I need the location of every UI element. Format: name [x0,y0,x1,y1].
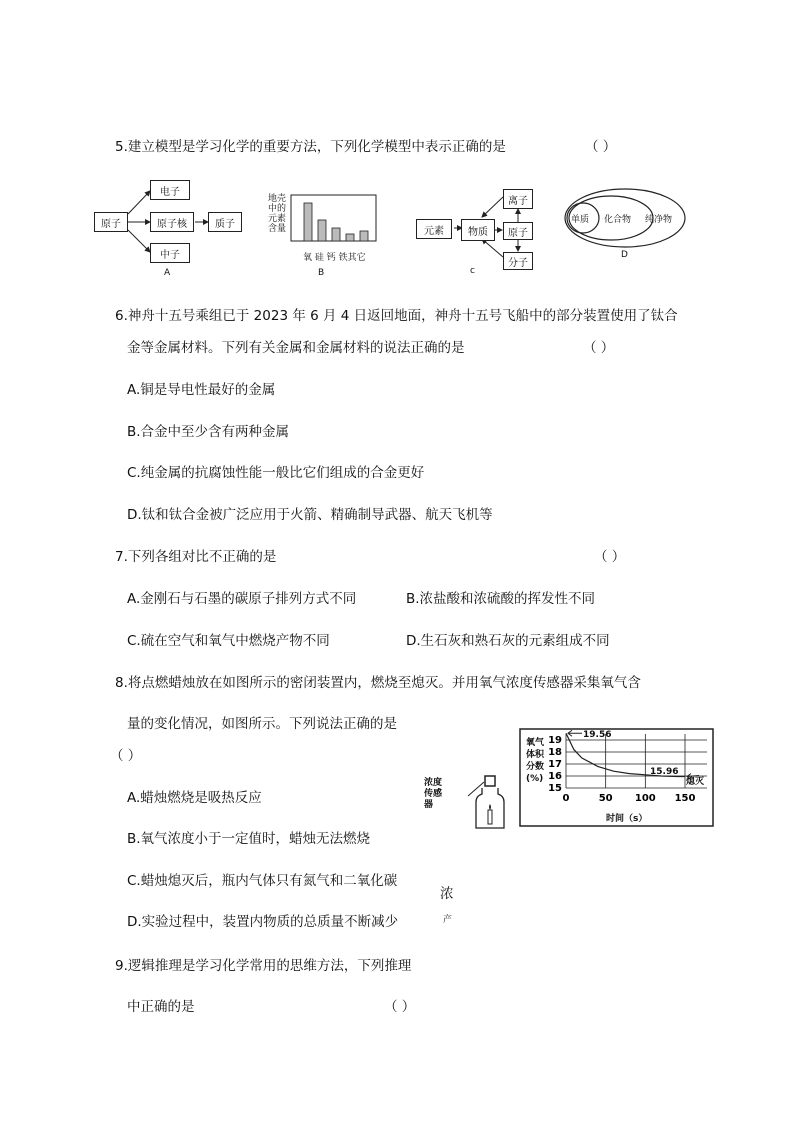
sealed-bottle-diagram [446,774,506,832]
chart-xtick-label: 150 [674,793,696,804]
chart-ylabel: 氧气 体积 分数 (%) [526,738,545,784]
chart-ytick-label: 16 [548,771,562,782]
chart-xtick-label: 100 [634,793,656,804]
model-c-element: 元素 [416,219,452,239]
model-d-compound: 化合物 [604,215,632,225]
q8-stem-line1: 8.将点燃蜡烛放在如图所示的密闭装置内，燃烧至熄灭。并用氧气浓度传感器采集氧气含 [115,675,641,691]
model-b-bar-chart [290,194,378,244]
q5-answer-paren: （ ） [585,139,617,155]
q7-option-d: D.生石灰和熟石灰的元素组成不同 [406,633,610,649]
chart-ytick-label: 19 [548,735,562,746]
model-b-label: B [318,268,325,278]
q6-option-a: A.铜是导电性最好的金属 [127,382,276,398]
q5-stem: 5.建立模型是学习化学的重要方法，下列化学模型中表示正确的是 [115,139,506,155]
q9-stem-line1: 9.逻辑推理是学习化学常用的思维方法，下列推理 [115,958,412,974]
q8-option-d: D.实验过程中，装置内物质的总质量不断减少 [127,914,399,930]
model-d-simple: 单质 [571,215,590,225]
chart-ytick-label: 15 [548,783,562,794]
q8-option-a: A.蜡烛燃烧是吸热反应 [127,790,262,806]
chart-xtick-label: 0 [562,793,570,804]
q7-option-a: A.金刚石与石墨的碳原子排列方式不同 [127,591,357,607]
chart-start-label: 19.56 [583,730,612,740]
q6-option-b: B.合金中至少含有两种金属 [127,424,290,440]
model-b-categories: 氧 硅 钙 铁其它 [303,253,366,263]
model-b-bar-other [360,231,368,241]
q8-option-b: B.氧气浓度小于一定值时，蜡烛无法燃烧 [127,831,371,847]
model-c-atom: 原子 [503,222,533,240]
q6-option-d: D.钛和钛合金被广泛应用于火箭、精确制导武器、航天飞机等 [127,507,493,523]
q7-option-b: B.浓盐酸和浓硫酸的挥发性不同 [406,591,596,607]
q8-stray-char-2: 产 [443,915,453,925]
q8-answer-paren: （ ） [110,748,142,764]
sensor-label: 浓度 传感 器 [424,778,443,810]
q7-answer-paren: （ ） [594,549,626,565]
q8-stem-line2: 量的变化情况，如图所示。下列说法正确的是 [127,716,397,732]
model-a-electron: 电子 [150,180,190,200]
model-b-bar-iron [346,234,354,241]
model-a-proton: 质子 [208,212,242,232]
q8-stray-char-1: 浓 [440,886,454,902]
chart-start-arrow [568,730,582,736]
chart-xlabel: 时间（s） [606,814,648,824]
model-b-bar-oxygen [304,203,312,241]
chart-xtick-label: 50 [598,793,613,804]
chart-end-label: 15.96 [650,767,679,777]
model-c-label: c [470,266,475,276]
q9-stem-line2: 中正确的是 [127,999,195,1015]
model-c-ion: 离子 [503,189,533,209]
chart-extinguish-label: 熄灭 [686,777,705,787]
q6-option-c: C.纯金属的抗腐蚀性能一般比它们组成的合金更好 [127,465,425,481]
chart-ytick-label: 17 [548,759,562,770]
model-a-neutron: 中子 [150,243,190,263]
q6-answer-paren: （ ） [583,340,615,356]
model-b-bar-calcium [332,228,340,241]
q7-option-c: C.硫在空气和氧气中燃烧产物不同 [127,633,330,649]
model-a-nucleus: 原子核 [150,212,194,232]
q9-answer-paren: （ ） [384,999,416,1015]
model-c-substance: 物质 [461,219,495,241]
model-d-label: D [621,250,628,260]
q6-stem-line2: 金等金属材料。下列有关金属和金属材料的说法正确的是 [127,340,465,356]
chart-ytick-label: 18 [548,747,562,758]
model-b-bar-silicon [318,220,326,241]
q8-option-c: C.蜡烛熄灭后，瓶内气体只有氮气和二氧化碳 [127,873,398,889]
model-d-pure: 纯净物 [645,215,673,225]
model-a-label: A [164,268,171,278]
q7-stem: 7.下列各组对比不正确的是 [115,549,277,565]
model-c-molecule: 分子 [503,252,533,270]
q6-stem-line1: 6.神舟十五号乘组已于 2023 年 6 月 4 日返回地面，神舟十五号飞船中的部分装置使用了钛合 [115,308,678,324]
model-b-ylabel: 地壳 中的 元素 含量 [268,194,287,234]
model-a-atom: 原子 [94,212,128,232]
